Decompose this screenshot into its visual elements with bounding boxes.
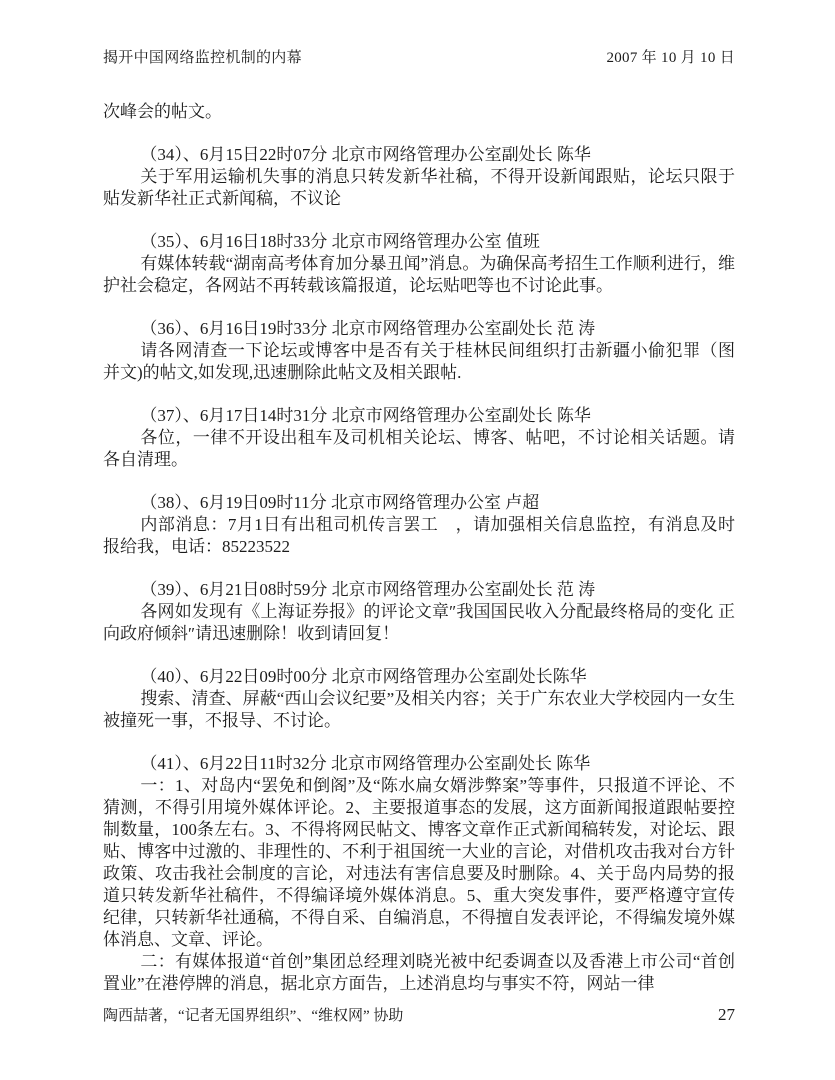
page-header: [103, 46, 735, 67]
directive-paragraph: 有媒体转载“湖南高考体育加分暴丑闻”消息。为确保高考招生工作顺利进行，维护社会稳定，各网站不再转载该篇报道，论坛贴吧等也不讨论此事。: [103, 254, 735, 295]
directive-heading: （37）、6月17日14时31分 北京市网络管理办公室副处长 陈华: [140, 406, 591, 425]
directive-heading: （35）、6月16日18时33分 北京市网络管理办公室 值班: [140, 232, 540, 251]
directive-item: [103, 405, 735, 471]
document-date: 2007 年 10 月 10 日: [606, 50, 735, 66]
directive-item: [103, 492, 735, 558]
page-footer: [103, 1004, 735, 1025]
directive-heading: （41）、6月22日11时32分 北京市网络管理办公室副处长 陈华: [140, 754, 591, 773]
directive-heading: （38）、6月19日09时11分 北京市网络管理办公室 卢超: [140, 493, 540, 512]
directive-paragraph: 搜索、清查、屏蔽“西山会议纪要”及相关内容；关于广东农业大学校园内一女生被撞死一事，不报导、不讨论。: [103, 689, 735, 730]
page-number: 27: [718, 1005, 735, 1024]
directive-list: [103, 144, 735, 995]
directive-heading: （34）、6月15日22时07分 北京市网络管理办公室副处长 陈华: [140, 145, 591, 164]
directive-paragraph: 内部消息：7月1日有出租司机传言罢工 ，请加强相关信息监控，有消息及时报给我，电话：85223522: [103, 515, 735, 556]
directive-heading: （36）、6月16日19时33分 北京市网络管理办公室副处长 范 涛: [140, 319, 596, 338]
footer-credit: 陶西喆著，“记者无国界组织”、“维权网” 协助: [103, 1008, 404, 1024]
directive-paragraph: 二：有媒体报道“首创”集团总经理刘晓光被中纪委调查以及香港上市公司“首创置业”在港停牌的消息，据北京方面告，上述消息均与事实不符，网站一律: [103, 952, 735, 993]
directive-item: [103, 753, 735, 995]
directive-paragraph: 请各网清查一下论坛或博客中是否有关于桂林民间组织打击新疆小偷犯罪（图并文)的帖文,如发现,迅速删除此帖文及相关跟帖.: [103, 341, 735, 382]
directive-paragraph: 各位，一律不开设出租车及司机相关论坛、博客、帖吧，不讨论相关话题。请各自清理。: [103, 428, 735, 469]
document-body: [103, 101, 735, 995]
directive-item: [103, 231, 735, 297]
directive-heading: （39）、6月21日08时59分 北京市网络管理办公室副处长 范 涛: [140, 580, 596, 599]
directive-heading: （40）、6月22日09时00分 北京市网络管理办公室副处长陈华: [140, 667, 587, 686]
directive-item: [103, 318, 735, 384]
directive-paragraph: 一：1、对岛内“罢免和倒阁”及“陈水扁女婿涉弊案”等事件，只报道不评论、不猜测，不得引用境外媒体评论。2、主要报道事态的发展，这方面新闻报道跟帖要控制数量，100条左右。3、不得将网民帖文、博客文章作正式新闻稿转发，对论坛、跟贴、博客中过激的、非理性的、不利于祖国统一大业的言论，对借机攻击我对台方针政策、攻击我社会制度的言论，对违法有害信息要及时删除。4、关于岛内局势的报道只转发新华社稿件，不得编译境外媒体消息。5、重大突发事件，要严格遵守宣传纪律，只转新华社通稿，不得自采、自编消息，不得擅自发表评论，不得编发境外媒体消息、文章、评论。: [103, 776, 735, 949]
directive-item: [103, 666, 735, 732]
directive-paragraph: 各网如发现有《上海证券报》的评论文章″我国国民收入分配最终格局的变化 正向政府倾斜″请迅速删除！收到请回复！: [103, 602, 735, 643]
directive-item: [103, 579, 735, 645]
directive-paragraph: 关于军用运输机失事的消息只转发新华社稿，不得开设新闻跟贴，论坛只限于贴发新华社正式新闻稿，不议论: [103, 167, 735, 208]
document-title: 揭开中国网络监控机制的内幕: [103, 50, 302, 66]
intro-paragraph: 次峰会的帖文。: [103, 102, 222, 121]
directive-item: [103, 144, 735, 210]
